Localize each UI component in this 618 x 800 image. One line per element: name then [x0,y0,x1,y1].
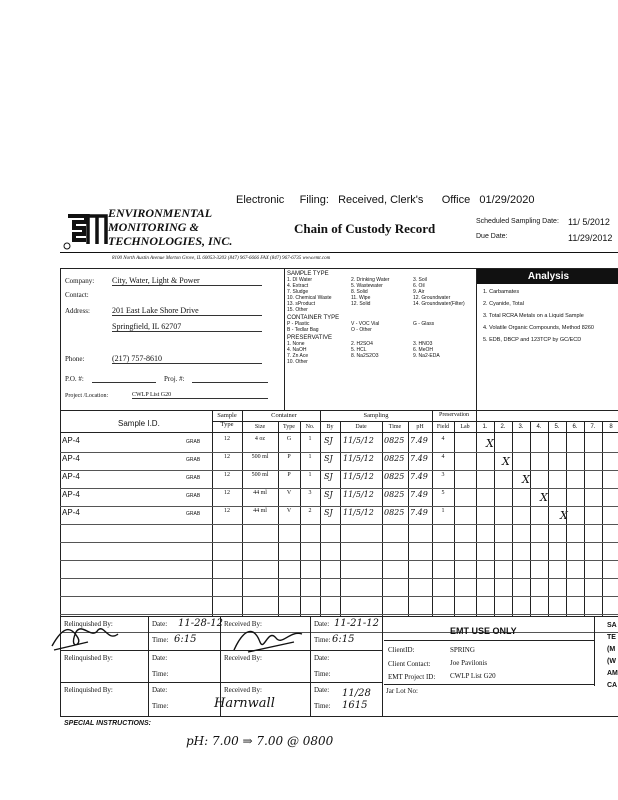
container-count: 1 [308,436,312,442]
scheduled-value: 11/ 5/2012 [568,217,610,227]
proj-field[interactable] [192,382,268,383]
preservative-item: 5. HCL [351,347,367,353]
sample-type-item: 13. sProduct [287,301,316,307]
preservation-field: 4 [441,454,445,460]
relinquish-date-1: 11-28-12 [178,618,223,629]
container-size: 500 ml [251,454,269,460]
sample-type-item: 14. Groundwater(Filter) [413,301,465,307]
relinquish-time-1: 6:15 [174,634,197,645]
container-size: 44 ml [253,490,267,496]
sample-type-item: 9. Air [413,289,425,295]
client-address1: 201 East Lake Shore Drive [112,306,262,316]
sample-time: 0825 [384,508,405,517]
container-header: Container [271,412,297,419]
grab-label: GRAB [186,457,201,463]
sampled-by: SJ [324,472,333,481]
sampled-by: SJ [324,454,333,463]
preservative-item: 9. Na2-EDA [413,353,440,359]
client-address2: Springfield, IL 62707 [112,322,262,332]
emt-logo-icon [62,210,110,250]
relinquisher-signature [48,620,128,654]
sample-id-header: Sample I.D. [118,419,160,428]
sample-type-item: 4. Extract [287,283,309,289]
received-by-label: Received By: [224,686,262,694]
size-header: Size [254,424,266,430]
grab-label: GRAB [186,511,201,517]
cut-off-text: AM [607,670,618,677]
analysis-item: 5. EDB, DBCP and 123TCP by GC/ECD [483,337,582,343]
received-date-3: 11/28 [342,688,371,699]
ph-header: pH [416,424,424,430]
container-type-item: G - Glass [413,321,435,327]
po-label: P.O. #: [65,375,84,383]
client-company: City, Water, Light & Power [112,276,262,286]
sample-type-value: 12 [224,508,230,514]
preservative-item: 8. Na2S2O3 [351,353,379,359]
analysis-check-mark: X [540,491,548,504]
address-label: Address: [65,307,90,315]
by-header: By [326,424,334,430]
analysis-check-mark: X [522,473,530,486]
special-instructions-note: pH: 7.00 ⇒ 7.00 @ 0800 [186,734,334,748]
preservation-field: 5 [441,490,445,496]
analysis-col-5: 5. [554,424,560,430]
po-field[interactable] [92,382,156,383]
analysis-col-2: 2. [500,424,506,430]
container-type: P [287,472,291,478]
analysis-item: 2. Cyanide, Total [483,301,524,307]
received-by-label: Received By: [224,620,262,628]
analysis-col-4: 4. [536,424,542,430]
container-size: 500 ml [251,472,269,478]
container-size: 44 ml [253,508,267,514]
date-label: Date: [314,654,330,662]
container-type: V [286,490,292,496]
emt-use-heading: EMT USE ONLY [450,626,517,636]
stamp-office: Office [441,194,471,206]
cut-off-text: TE [607,634,616,641]
sampled-by: SJ [324,490,333,499]
container-count: 1 [308,472,312,478]
lab-header: Lab [460,424,470,430]
sample-type-item: 3. Soil [413,277,427,283]
container-type-heading: CONTAINER TYPE [287,315,340,321]
analysis-list [483,286,618,346]
client-project: CWLP List G20 [132,392,268,399]
preservative-item: 4. NaOH [287,347,307,353]
container-count: 3 [308,490,312,496]
company-address: 8100 North Austin Avenue Morton Grove, IL 60053-3203 (847) 967-6666 FAX (847) 967-6735 www.emt.com [112,256,331,261]
sample-type-item: 7. Sludge [287,289,309,295]
due-label: Due Date: [476,233,508,240]
analysis-header: Analysis [477,269,618,284]
sample-ph: 7.49 [410,490,428,499]
analysis-check-mark: X [560,509,568,522]
phone-label: Phone: [65,355,85,363]
sample-date: 11/5/12 [343,454,374,463]
received-time-1: 6:15 [332,634,355,645]
analysis-check-mark: X [486,437,494,450]
stamp-filing: Filing: [299,194,329,206]
analysis-col-1: 1. [482,424,488,430]
sample-type-item: 8. Solid [351,289,368,295]
sample-time: 0825 [384,454,405,463]
received-by-label: Received By: [224,654,262,662]
preservative-heading: PRESERVATIVE [287,335,333,341]
receiver-signature [228,622,308,656]
sample-type-item: 6. Oil [413,283,425,289]
time-label: Time: [152,636,169,644]
date-label: Date: [314,686,330,694]
sample-id: AP-4 [62,490,80,499]
filing-stamp [236,194,534,206]
analysis-col-8: 8 [609,424,613,430]
special-instructions-label: SPECIAL INSTRUCTIONS: [64,720,151,727]
relinquished-by-label: Relinquished By: [64,654,113,662]
due-value: 11/29/2012 [568,233,613,243]
sample-ph: 7.49 [410,508,428,517]
time-label: Time: [152,670,169,678]
cut-off-text: SA [607,622,617,629]
preservation-header: Preservation [439,412,469,418]
container-type-item: P - Plastic [287,321,310,327]
scheduled-label: Scheduled Sampling Date: [476,218,559,225]
analysis-item: 4. Volatile Organic Compounds, Method 8260 [483,325,594,331]
time-label: Time: [152,702,169,710]
analysis-col-3: 3. [518,424,524,430]
time-label: Time: [314,702,331,710]
container-count: 2 [308,508,312,514]
received-time-3: 1615 [342,700,368,711]
company-name [108,206,232,248]
sampling-header: Sampling [363,412,389,419]
sample-date: 11/5/12 [343,490,374,499]
sample-type-item: 12. Groundwater [413,295,451,301]
emt-project: CWLP List G20 [450,672,496,680]
date-label: Date: [152,654,168,662]
sample-time: 0825 [384,472,405,481]
sample-date: 11/5/12 [343,508,374,517]
sample-type-item: 15. Other [287,307,308,313]
grab-label: GRAB [186,439,201,445]
preservation-field: 4 [441,436,445,442]
cut-off-text: (W [607,658,616,665]
sample-time: 0825 [384,436,405,445]
sample-type-item: 2. Drinking Water [351,277,390,283]
analysis-check-mark: X [502,455,510,468]
sample-type-header-line1: Sample [217,412,237,419]
sample-id: AP-4 [62,454,80,463]
cut-off-text: (M [607,646,616,653]
project-label: Project /Location: [65,393,109,399]
time-label: Time: [314,670,331,678]
field-header: Field [436,424,450,430]
received-date-1: 11-21-12 [334,618,379,629]
jar-lot-label: Jar Lot No: [386,687,418,695]
relinquished-by-label: Relinquished By: [64,686,113,694]
container-count: 1 [308,454,312,460]
sample-time: 0825 [384,490,405,499]
emt-client-label: ClientID: [388,646,415,654]
preservative-item: 10. Other [287,359,308,365]
preservation-field: 3 [441,472,445,478]
container-type-item: B - Tedlar Bag [287,327,319,333]
sample-type-item: 12. Solid [351,301,371,307]
no-header: No. [305,424,315,430]
page-title: Chain of Custody Record [294,221,436,236]
preservation-field: 1 [441,508,445,514]
preservative-item: 2. H2SO4 [351,341,373,347]
sample-type-header [212,411,242,429]
analysis-col-6: 6. [572,424,578,430]
sample-type-value: 12 [224,472,230,478]
sample-type-legend [287,271,473,365]
analysis-item: 3. Total RCRA Metals on a Liquid Sample [483,313,584,319]
preservative-item: 3. HNO3 [413,341,433,347]
company-line1: ENVIRONMENTAL [108,206,213,220]
type-header: Type [283,424,295,430]
container-size: 4 oz [254,436,266,442]
company-line3: TECHNOLOGIES, INC. [108,234,233,248]
sample-date: 11/5/12 [343,436,374,445]
grab-label: GRAB [186,493,201,499]
preservative-item: 7. Zn Ace [287,353,309,359]
sample-type-value: 12 [224,490,230,496]
sample-ph: 7.49 [410,436,428,445]
container-type-item: O - Other [351,327,372,333]
preservative-item: 6. MeOH [413,347,434,353]
sample-type-item: 5. Wastewater [351,283,383,289]
container-type: P [287,454,291,460]
stamp-date: 01/29/2020 [479,194,535,206]
sample-type-item: 11. Wipe [351,295,371,301]
container-type-item: V - VOC Vial [351,321,380,327]
stamp-status: Received, Clerk's [338,194,424,206]
sampled-by: SJ [324,508,333,517]
analysis-item: 1. Carbamates [483,289,520,295]
date-label: Date: [314,620,330,628]
emt-contact-label: Client Contact: [388,660,431,668]
sample-type-value: 12 [224,436,230,442]
time-label: Time: [314,636,331,644]
container-type: G [286,436,292,442]
sample-type-value: 12 [224,454,230,460]
sampled-by: SJ [324,436,333,445]
sample-ph: 7.49 [410,454,428,463]
analysis-col-7: 7. [590,424,596,430]
company-label: Company: [65,277,95,285]
date-label: Date: [152,620,168,628]
sample-ph: 7.49 [410,472,428,481]
sample-type-header-line2: Type [220,421,234,428]
proj-label: Proj. #: [164,375,185,383]
emt-project-label: EMT Project ID: [388,673,436,681]
relinquished-by-label: Relinquished By: [64,620,113,628]
date-header: Date [355,424,367,430]
time-header: Time [388,424,402,430]
sample-id: AP-4 [62,472,80,481]
sample-id: AP-4 [62,508,80,517]
date-label: Date: [152,686,168,694]
stamp-prefix: Electronic [236,194,285,206]
sample-type-heading: SAMPLE TYPE [287,271,329,277]
preservative-item: 1. None [287,341,305,347]
sample-id: AP-4 [62,436,80,445]
cut-off-text: CA [607,682,618,689]
container-type: V [286,508,292,514]
emt-client: SPRING [450,646,475,654]
sample-date: 11/5/12 [343,472,374,481]
contact-label: Contact: [65,291,89,299]
sample-type-item: 1. DI Water [287,277,313,283]
client-phone: (217) 757-8610 [112,354,262,364]
received-name-3: Harnwall [214,696,275,711]
sample-type-item: 10. Chemical Waste [287,295,332,301]
emt-contact: Joe Pavilonis [450,659,488,667]
grab-label: GRAB [186,475,201,481]
company-line2: MONITORING & [108,220,199,234]
